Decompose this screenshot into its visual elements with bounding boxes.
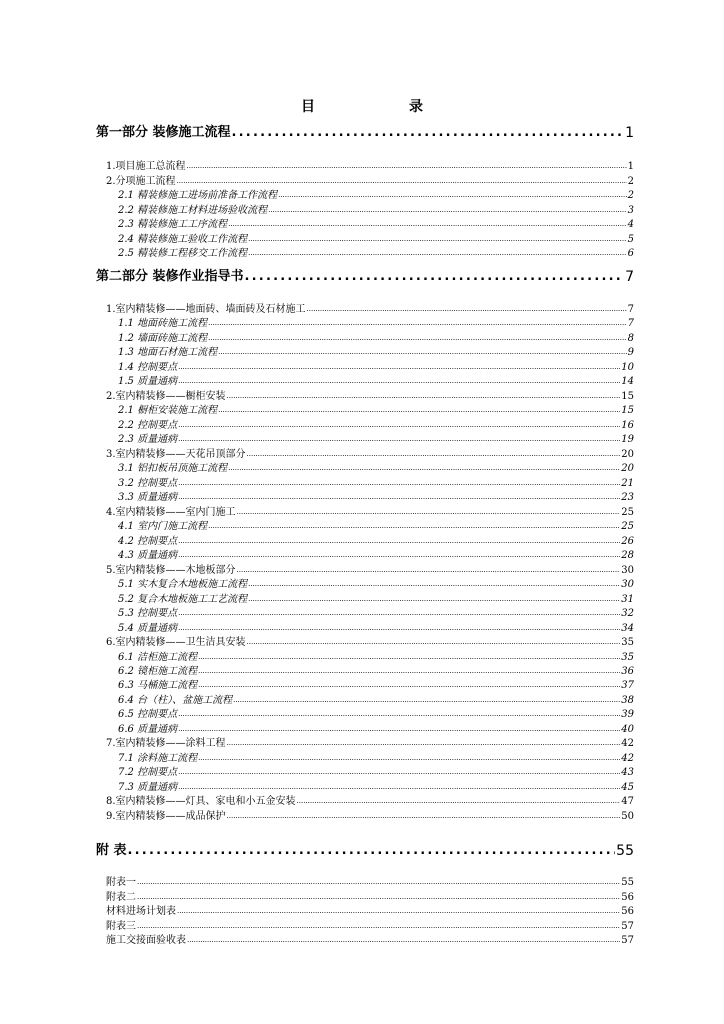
toc-entry-label: 6.2 镜柜施工流程: [118, 666, 198, 677]
dot-leader: [198, 679, 620, 692]
toc-page-number: 42: [621, 752, 634, 764]
toc-entry[interactable]: [96, 905, 634, 918]
dot-leader: [245, 268, 625, 286]
toc-entry-label: 材料进场计划表: [106, 906, 176, 917]
toc-entry[interactable]: [96, 491, 634, 504]
dot-leader: [178, 419, 620, 432]
toc-page-number: 38: [621, 694, 634, 706]
toc-page-number: 35: [621, 637, 634, 649]
toc-page-number: 47: [621, 796, 634, 808]
toc-entry[interactable]: [96, 920, 634, 933]
toc-entry-label: 附表一: [106, 877, 136, 888]
toc-page-number: 16: [621, 419, 634, 431]
toc-page-number: 15: [621, 405, 634, 417]
dot-leader: [278, 189, 627, 202]
toc-page-number: 57: [621, 935, 634, 946]
toc-page-number: 57: [621, 920, 634, 932]
toc-page-number: 56: [621, 891, 634, 903]
toc-entry[interactable]: [96, 781, 634, 794]
toc-entry[interactable]: [96, 346, 634, 359]
dot-leader: [248, 593, 620, 606]
toc-page-number: 37: [621, 680, 634, 692]
toc-page-number: 2: [627, 190, 634, 201]
dot-leader: [178, 708, 620, 721]
dot-leader: [237, 564, 621, 577]
dot-leader: [248, 233, 627, 246]
dot-leader: [247, 448, 621, 461]
dot-leader: [227, 737, 621, 750]
toc-page-number: 7: [625, 269, 634, 285]
toc-page-number: 32: [621, 608, 634, 620]
toc-page-number: 7: [627, 318, 634, 330]
toc-entry[interactable]: [96, 708, 634, 721]
toc-entry-label: 6.1 洁柜施工流程: [118, 651, 198, 663]
dot-leader: [177, 175, 627, 188]
dot-leader: [178, 433, 620, 446]
dot-leader: [137, 891, 620, 904]
dot-leader: [218, 404, 620, 417]
toc-entry[interactable]: [96, 752, 634, 765]
toc-entry-label: 附表二: [106, 891, 136, 903]
toc-page-number: 23: [621, 492, 634, 504]
dot-leader: [178, 477, 620, 490]
toc-page-number: 31: [621, 593, 634, 605]
toc-page-number: 1: [625, 125, 634, 141]
toc-entry[interactable]: [96, 679, 634, 692]
toc-entry-label: 4.3 质量通病: [118, 550, 178, 562]
dot-leader: [128, 842, 616, 860]
toc-entry-label: 2.分项施工流程: [106, 175, 176, 187]
toc-entry[interactable]: [96, 876, 634, 889]
toc-page-number: 10: [621, 361, 634, 373]
toc-entry[interactable]: [96, 361, 634, 374]
dot-leader: [227, 810, 621, 823]
toc-page-number: 34: [621, 622, 634, 634]
toc-entry[interactable]: [96, 694, 634, 707]
toc-entry[interactable]: [96, 404, 634, 417]
dot-leader: [232, 124, 625, 142]
toc-entry[interactable]: [96, 665, 634, 678]
toc-entry[interactable]: [96, 390, 634, 403]
toc-entry[interactable]: [96, 247, 634, 260]
toc-entry[interactable]: [96, 317, 634, 330]
toc-entry-label: 3.2 控制要点: [118, 477, 178, 489]
toc-page-number: 19: [621, 434, 634, 446]
toc-entry[interactable]: [96, 564, 634, 577]
toc-entry-label: 6.5 控制要点: [118, 709, 178, 721]
toc-entry[interactable]: [96, 578, 634, 591]
toc-entry[interactable]: [96, 303, 634, 316]
toc-entry-label: 2.5 精装修工程移交工作流程: [118, 248, 248, 259]
toc-page-number: 8: [627, 332, 634, 344]
toc-entry-label: 7.2 控制要点: [118, 767, 178, 779]
dot-leader: [178, 781, 620, 794]
toc-page-number: 55: [616, 843, 634, 859]
toc-entry[interactable]: [96, 810, 634, 823]
toc-entry-label: 7.3 质量通病: [118, 781, 178, 793]
dot-leader: [178, 535, 620, 548]
dot-leader: [218, 346, 627, 359]
toc-entry[interactable]: [96, 651, 634, 664]
toc-entry-label: 附表三: [106, 920, 136, 932]
dot-leader: [198, 651, 620, 664]
toc-page-number: 3: [627, 204, 634, 216]
toc-page-number: 20: [621, 448, 634, 460]
toc-entry-label: 2.2 控制要点: [118, 419, 178, 431]
dot-leader: [237, 506, 621, 519]
toc-entry-label: 7.室内精装修——涂料工程: [106, 738, 226, 750]
toc-page-number: 2: [627, 175, 634, 187]
dot-leader: [307, 303, 627, 316]
toc-page-number: 21: [621, 477, 634, 489]
toc-page-number: 39: [621, 709, 634, 721]
toc-entry[interactable]: [96, 723, 634, 736]
toc-entry-label: 1.项目施工总流程: [106, 161, 186, 172]
toc-entry-label: 2.2 精装修施工材料进场验收流程: [118, 204, 268, 216]
toc-entry-label: 第一部分 装修施工流程: [96, 125, 231, 140]
toc-entry-label: 2.4 精装修施工验收工作流程: [118, 233, 248, 245]
toc-entry[interactable]: [96, 419, 634, 432]
toc-entry[interactable]: [96, 891, 634, 904]
dot-leader: [228, 218, 627, 231]
toc-page-number: 5: [627, 233, 634, 245]
toc-entry[interactable]: [96, 233, 634, 246]
toc-entry[interactable]: [96, 433, 634, 446]
toc-entry-label: 8.室内精装修——灯具、家电和小五金安装: [106, 796, 296, 808]
toc-page-number: 25: [621, 521, 634, 533]
toc-entry-label: 1.1 地面砖施工流程: [118, 318, 208, 330]
dot-leader: [208, 317, 627, 330]
toc-page-number: 40: [621, 723, 634, 735]
dot-leader: [198, 665, 620, 678]
toc-entry-label: 4.1 室内门施工流程: [118, 521, 208, 533]
toc-title: 目 录: [301, 99, 445, 115]
toc-entry-label: 6.4 台（柱）、盆施工流程: [118, 694, 233, 706]
toc-entry-label: 3.1 铝扣板吊顶施工流程: [118, 463, 228, 475]
toc-page-number: 43: [621, 767, 634, 779]
toc-entry-label: 1.室内精装修——地面砖、墙面砖及石材施工: [106, 304, 306, 315]
toc-entry[interactable]: [96, 189, 634, 202]
toc-entry[interactable]: [96, 607, 634, 620]
toc-entry-label: 6.6 质量通病: [118, 723, 178, 735]
toc-page-number: 50: [621, 810, 634, 822]
dot-leader: [248, 247, 627, 260]
dot-leader: [268, 204, 627, 217]
toc-entry[interactable]: [96, 520, 634, 533]
toc-entry[interactable]: [96, 175, 634, 188]
toc-entry[interactable]: [96, 622, 634, 635]
toc-page-number: 45: [621, 781, 634, 793]
toc-entry[interactable]: [96, 218, 634, 231]
dot-leader: [178, 361, 620, 374]
dot-leader: [297, 795, 621, 808]
toc-entry-label: 1.4 控制要点: [118, 361, 178, 373]
toc-part-heading[interactable]: [96, 268, 634, 286]
toc-page-number: 36: [621, 666, 634, 677]
dot-leader: [198, 752, 620, 765]
dot-leader: [208, 332, 627, 345]
toc-page-number: 30: [621, 579, 634, 591]
toc-entry[interactable]: [96, 477, 634, 490]
toc-page-number: 7: [627, 304, 634, 315]
toc-entry[interactable]: [96, 204, 634, 217]
toc-entry-label: 5.3 控制要点: [118, 608, 178, 620]
toc-page-number: 15: [621, 390, 634, 402]
toc-entry[interactable]: [96, 462, 634, 475]
toc-page-number: 6: [627, 248, 634, 259]
toc-entry[interactable]: [96, 737, 634, 750]
toc-entry[interactable]: [96, 375, 634, 388]
toc-entry-label: 3.室内精装修——天花吊顶部分: [106, 448, 246, 460]
toc-entry[interactable]: [96, 535, 634, 548]
toc-entry-label: 5.2 复合木地板施工工艺流程: [118, 593, 248, 605]
toc-entry[interactable]: [96, 766, 634, 779]
toc-entry-label: 3.3 质量通病: [118, 492, 178, 504]
toc-entry-label: 施工交接面验收表: [106, 935, 186, 946]
dot-leader: [177, 905, 620, 918]
toc-entry-label: 2.1 橱柜安装施工流程: [118, 405, 218, 417]
toc-entry-label: 第二部分 装修作业指导书: [96, 269, 244, 284]
toc-page-number: 55: [621, 877, 634, 888]
toc-entry-label: 1.5 质量通病: [118, 376, 178, 388]
dot-leader: [178, 375, 620, 388]
toc-part-heading[interactable]: [96, 124, 634, 142]
toc-entry[interactable]: [96, 636, 634, 649]
toc-entry-label: 附 表: [96, 843, 127, 858]
dot-leader: [248, 578, 620, 591]
toc-page-number: 28: [621, 550, 634, 562]
toc-entry[interactable]: [96, 593, 634, 606]
toc-entry[interactable]: [96, 934, 634, 947]
dot-leader: [178, 622, 620, 635]
toc-entry-label: 6.3 马桶施工流程: [118, 680, 198, 692]
toc-entry[interactable]: [96, 506, 634, 519]
toc-page-number: 42: [621, 738, 634, 750]
dot-leader: [178, 607, 620, 620]
toc-entry[interactable]: [96, 332, 634, 345]
toc-entry-label: 9.室内精装修——成品保护: [106, 810, 226, 822]
dot-leader: [178, 491, 620, 504]
toc-entry-label: 1.2 墙面砖施工流程: [118, 332, 208, 344]
toc-entry-label: 5.4 质量通病: [118, 622, 178, 634]
dot-leader: [178, 766, 620, 779]
toc-entry-label: 1.3 地面石材施工流程: [118, 347, 218, 359]
toc-page-number: 30: [621, 564, 634, 576]
toc-page-number: 25: [621, 506, 634, 518]
toc-page-number: 35: [621, 651, 634, 663]
dot-leader: [208, 520, 620, 533]
toc-page-number: 1: [627, 161, 634, 172]
toc-page-number: 26: [621, 535, 634, 547]
toc-page-number: 20: [621, 463, 634, 475]
dot-leader: [247, 636, 621, 649]
dot-leader: [187, 160, 627, 173]
dot-leader: [137, 876, 620, 889]
toc-entry-label: 2.1 精装修施工进场前准备工作流程: [118, 190, 278, 201]
toc-entry[interactable]: [96, 160, 634, 173]
toc-entry[interactable]: [96, 549, 634, 562]
toc-entry[interactable]: [96, 448, 634, 461]
toc-page-number: 4: [627, 219, 634, 230]
toc-entry-label: 5.1 实木复合木地板施工流程: [118, 579, 248, 591]
dot-leader: [187, 934, 620, 947]
dot-leader: [137, 920, 620, 933]
toc-entry-label: 2.3 精装修施工工序流程: [118, 219, 228, 230]
toc-part-heading[interactable]: [96, 842, 634, 860]
dot-leader: [228, 462, 620, 475]
toc-entry-label: 2.3 质量通病: [118, 434, 178, 446]
dot-leader: [233, 694, 620, 707]
toc-entry-label: 5.室内精装修——木地板部分: [106, 564, 236, 576]
toc-entry[interactable]: [96, 795, 634, 808]
toc-page-number: 56: [621, 906, 634, 917]
toc-page-number: 14: [621, 376, 634, 388]
dot-leader: [178, 723, 620, 736]
toc-entry-label: 6.室内精装修——卫生洁具安装: [106, 637, 246, 649]
toc-entry-label: 4.室内精装修——室内门施工: [106, 506, 236, 518]
dot-leader: [227, 390, 621, 403]
toc-page-number: 9: [627, 347, 634, 359]
dot-leader: [178, 549, 620, 562]
toc-entry-label: 7.1 涂料施工流程: [118, 752, 198, 764]
toc-entry-label: 4.2 控制要点: [118, 535, 178, 547]
toc-entry-label: 2.室内精装修——橱柜安装: [106, 390, 226, 402]
